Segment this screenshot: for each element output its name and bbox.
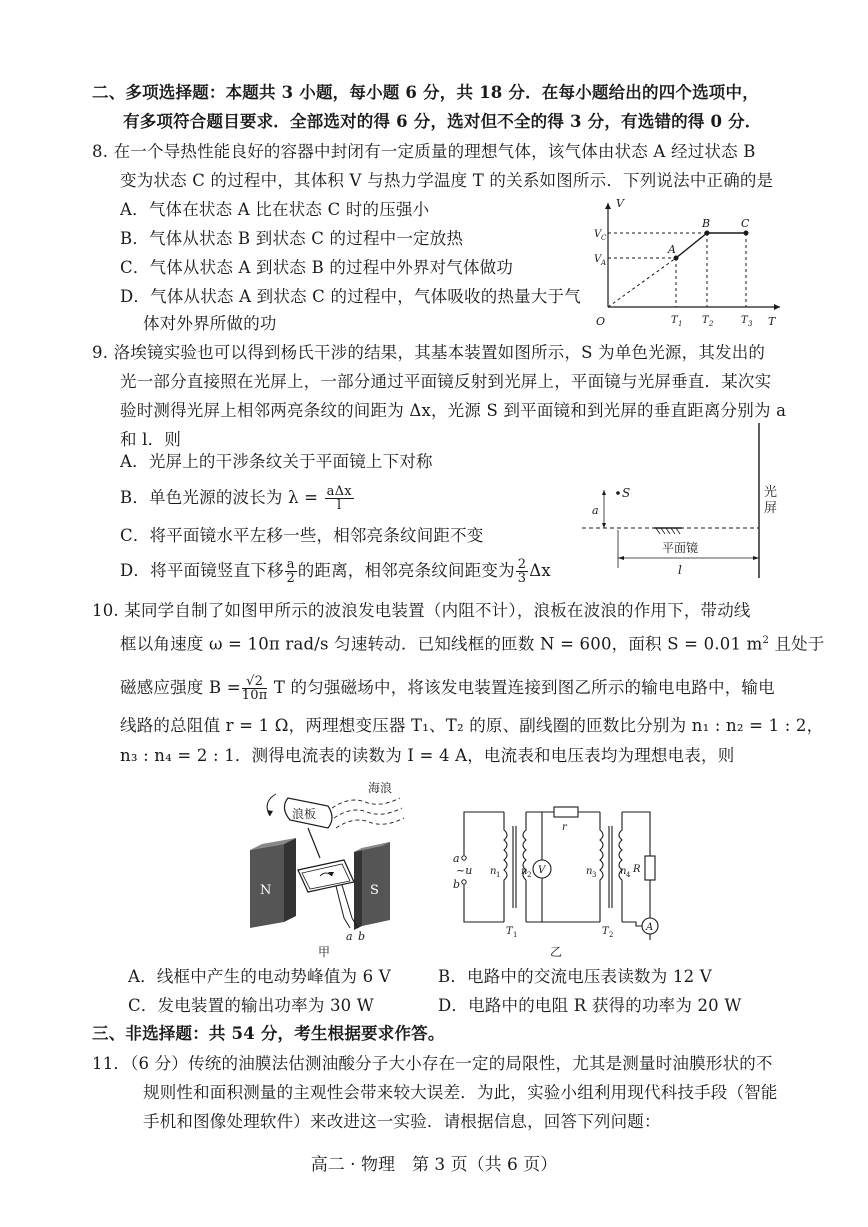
q9-option-b-text: B．单色光源的波长为 λ = bbox=[120, 488, 319, 507]
q9-screen-label-2: 屏 bbox=[764, 501, 778, 516]
q8-option-a: A．气体在状态 A 比在状态 C 时的压强小 bbox=[120, 200, 430, 219]
q10-yi-ammeter: A bbox=[646, 922, 654, 933]
q9-stem-line4: 和 l．则 bbox=[120, 430, 182, 449]
q9-d-numerator1: a bbox=[286, 557, 295, 572]
q9-d-denominator2: 3 bbox=[517, 571, 527, 586]
q10-figure-yi bbox=[450, 800, 670, 960]
q8-stem-line2: 变为状态 C 的过程中，其体积 V 与热力学温度 T 的关系如图所示．下列说法中正确的是 bbox=[120, 171, 774, 190]
q10-yi-voltmeter: V bbox=[538, 865, 546, 876]
q10-caption-yi: 乙 bbox=[550, 945, 563, 959]
q9-stem-line2: 光一部分直接照在光屏上，一部分通过平面镜反射到光屏上，平面镜与光屏垂直．某次实 bbox=[120, 372, 772, 391]
q8-graph-va-label: V bbox=[594, 254, 602, 265]
q10-yi-n4: n bbox=[620, 866, 627, 877]
q10-lead-a: a bbox=[346, 930, 353, 943]
q8-graph-t3-label: T bbox=[741, 315, 748, 326]
q11-line2: 规则性和面积测量的主观性会带来较大误差．为此，实验小组利用现代科技手段（智能 bbox=[143, 1083, 778, 1102]
q10-yi-n3: n bbox=[586, 866, 593, 877]
q9-option-c: C．将平面镜水平左移一些，相邻亮条纹间距不变 bbox=[120, 526, 484, 545]
q10-board-label: 浪板 bbox=[292, 807, 317, 821]
q10-stem-line4: 线路的总阻值 r = 1 Ω，两理想变压器 T₁、T₂ 的原、副线圈的匝数比分别为 n₁ : n₂ = 1 : 2， bbox=[120, 716, 824, 735]
q10-magnet-s: S bbox=[370, 883, 379, 898]
q8-graph-t2-sub: 2 bbox=[709, 320, 714, 328]
q8-graph-t1-sub: 1 bbox=[678, 320, 683, 328]
q8-graph-v-axis: V bbox=[616, 197, 624, 210]
q8-graph-point-b: B bbox=[702, 217, 711, 230]
q9-stem-line3: 验时测得光屏上相邻两亮条纹的间距为 Δx，光源 S 到平面镜和到光屏的垂直距离分别为 a bbox=[120, 401, 787, 420]
q10-yi-n4-sub: 4 bbox=[626, 871, 631, 879]
q8-graph-point-c: C bbox=[741, 217, 750, 230]
q8-stem-line1: 8. 在一个导热性能良好的容器中封闭有一定质量的理想气体，该气体由状态 A 经过状态 B bbox=[92, 142, 756, 161]
q9-option-b bbox=[120, 485, 355, 512]
q10-yi-t1-sub: 1 bbox=[513, 931, 518, 939]
q10-yi-n1-sub: 1 bbox=[496, 871, 501, 879]
q10-magnet-n: N bbox=[260, 883, 272, 898]
q11-line1: 11．（6 分）传统的油膜法估测油酸分子大小存在一定的局限性，尤其是测量时油膜形状的不 bbox=[92, 1054, 773, 1073]
q9-option-b-fraction bbox=[325, 485, 354, 512]
q8-graph-t-axis: T bbox=[768, 315, 776, 328]
q10-stem-line3 bbox=[120, 675, 775, 702]
q9-label-l: l bbox=[678, 563, 682, 577]
q9-option-d-text2: 的距离，相邻亮条纹间距变为 bbox=[297, 561, 515, 580]
q8-option-d-line1: D．气体从状态 A 到状态 C 的过程中，气体吸收的热量大于气 bbox=[120, 287, 581, 306]
q9-b-numerator: aΔx bbox=[326, 484, 352, 499]
q10-wave-label: 海浪 bbox=[368, 781, 393, 795]
q10-b-fraction bbox=[242, 675, 268, 702]
q10-option-d: D．电路中的电阻 R 获得的功率为 20 W bbox=[438, 996, 742, 1015]
q10-stem-line1: 10. 某同学自制了如图甲所示的波浪发电装置（内阻不计），浪板在波浪的作用下，带动线 bbox=[92, 601, 751, 620]
q9-d-denominator1: 2 bbox=[286, 571, 295, 586]
q10-figure-jia bbox=[240, 778, 420, 958]
q9-b-denominator: l bbox=[337, 498, 342, 513]
q9-option-a: A．光屏上的干涉条纹关于平面镜上下对称 bbox=[120, 452, 433, 471]
q9-option-d-text3: Δx bbox=[529, 561, 551, 580]
q10-yi-t2-sub: 2 bbox=[609, 931, 614, 939]
q10-option-b: B．电路中的交流电压表读数为 12 V bbox=[438, 967, 712, 986]
q10-stem-line2 bbox=[120, 630, 825, 656]
q9-lloyd-mirror-figure bbox=[578, 418, 788, 583]
q10-stem3-text: 磁感应强度 B = bbox=[120, 678, 241, 697]
q9-label-a: a bbox=[592, 504, 599, 517]
q10-yi-n3-sub: 3 bbox=[592, 871, 597, 879]
page-footer: 高二 · 物理 第 3 页（共 6 页） bbox=[310, 1155, 558, 1175]
q8-option-d-line2: 体对外界所做的功 bbox=[143, 314, 277, 333]
q8-graph-t2-label: T bbox=[702, 315, 709, 326]
q10-yi-terminal-b: b bbox=[453, 878, 461, 891]
q9-stem-line1: 9. 洛埃镜实验也可以得到杨氏干涉的结果，其基本装置如图所示，S 为单色光源，其发出的 bbox=[92, 343, 766, 362]
q10-lead-b: b bbox=[358, 930, 366, 943]
q9-option-d-fraction2 bbox=[516, 558, 528, 585]
q10-yi-terminal-a: a bbox=[453, 852, 460, 865]
q8-graph-vc-label: V bbox=[594, 229, 602, 240]
section3-header: 三、非选择题：共 54 分，考生根据要求作答。 bbox=[92, 1024, 445, 1043]
q9-screen-label-1: 光 bbox=[764, 485, 778, 500]
section2-line2: 有多项符合题目要求．全部选对的得 6 分，选对但不全的得 3 分，有选错的得 0 分． bbox=[123, 112, 762, 131]
q10-stem3-post: T 的匀强磁场中，将该发电装置连接到图乙所示的输电电路中，输电 bbox=[268, 678, 775, 697]
q10-stem2-post: 且处于 bbox=[769, 634, 825, 654]
q10-yi-t2: T bbox=[602, 926, 609, 937]
q10-b-numerator: √2 bbox=[242, 675, 268, 689]
q8-vt-graph bbox=[590, 195, 790, 330]
q10-stem-line5: n₃ : n₄ = 2 : 1．测得电流表的读数为 I = 4 A，电流表和电压表均为理想电表，则 bbox=[120, 746, 735, 765]
q10-yi-n2: n bbox=[521, 866, 528, 877]
q10-stem2-text: 框以角速度 ω = 10π rad/s 匀速转动．已知线框的匝数 N = 600，面积 S = 0.01 m bbox=[120, 634, 763, 654]
q8-graph-t1-label: T bbox=[671, 315, 678, 326]
q8-option-b: B．气体从状态 B 到状态 C 的过程中一定放热 bbox=[120, 229, 464, 248]
q9-d-numerator2: 2 bbox=[517, 557, 527, 572]
q10-yi-resistor-R: R bbox=[633, 864, 641, 875]
q9-option-d bbox=[120, 558, 551, 585]
q9-option-d-fraction1 bbox=[285, 558, 297, 585]
q10-b-denominator: 10π bbox=[241, 688, 268, 703]
q10-caption-jia: 甲 bbox=[318, 945, 331, 958]
q10-yi-t1: T bbox=[506, 926, 513, 937]
q8-graph-vc-sub: C bbox=[601, 234, 607, 242]
q10-yi-resistor-r: r bbox=[562, 822, 567, 833]
q8-graph-va-sub: A bbox=[601, 259, 607, 267]
q10-option-a: A．线框中产生的电动势峰值为 6 V bbox=[128, 967, 391, 986]
q8-graph-point-a: A bbox=[668, 243, 676, 256]
q11-line3: 手机和图像处理软件）来改进这一实验．请根据信息，回答下列问题： bbox=[143, 1112, 661, 1131]
q8-graph-t3-sub: 3 bbox=[748, 320, 753, 328]
q10-yi-n1: n bbox=[490, 866, 497, 877]
q9-mirror-label: 平面镜 bbox=[662, 541, 699, 555]
q10-yi-source-u: ~u bbox=[456, 864, 473, 877]
q9-source-s: S bbox=[622, 486, 631, 500]
q10-option-c: C．发电装置的输出功率为 30 W bbox=[128, 996, 374, 1015]
section2-line1: 二、多项选择题：本题共 3 小题，每小题 6 分，共 18 分．在每小题给出的四个选项中， bbox=[92, 83, 759, 102]
q9-option-d-text1: D．将平面镜竖直下移 bbox=[120, 561, 284, 580]
q8-graph-origin: O bbox=[596, 315, 606, 328]
q10-stem2-sup: 2 bbox=[762, 635, 770, 646]
q10-yi-n2-sub: 2 bbox=[527, 871, 532, 879]
q8-option-c: C．气体从状态 A 到状态 B 的过程中外界对气体做功 bbox=[120, 258, 514, 277]
